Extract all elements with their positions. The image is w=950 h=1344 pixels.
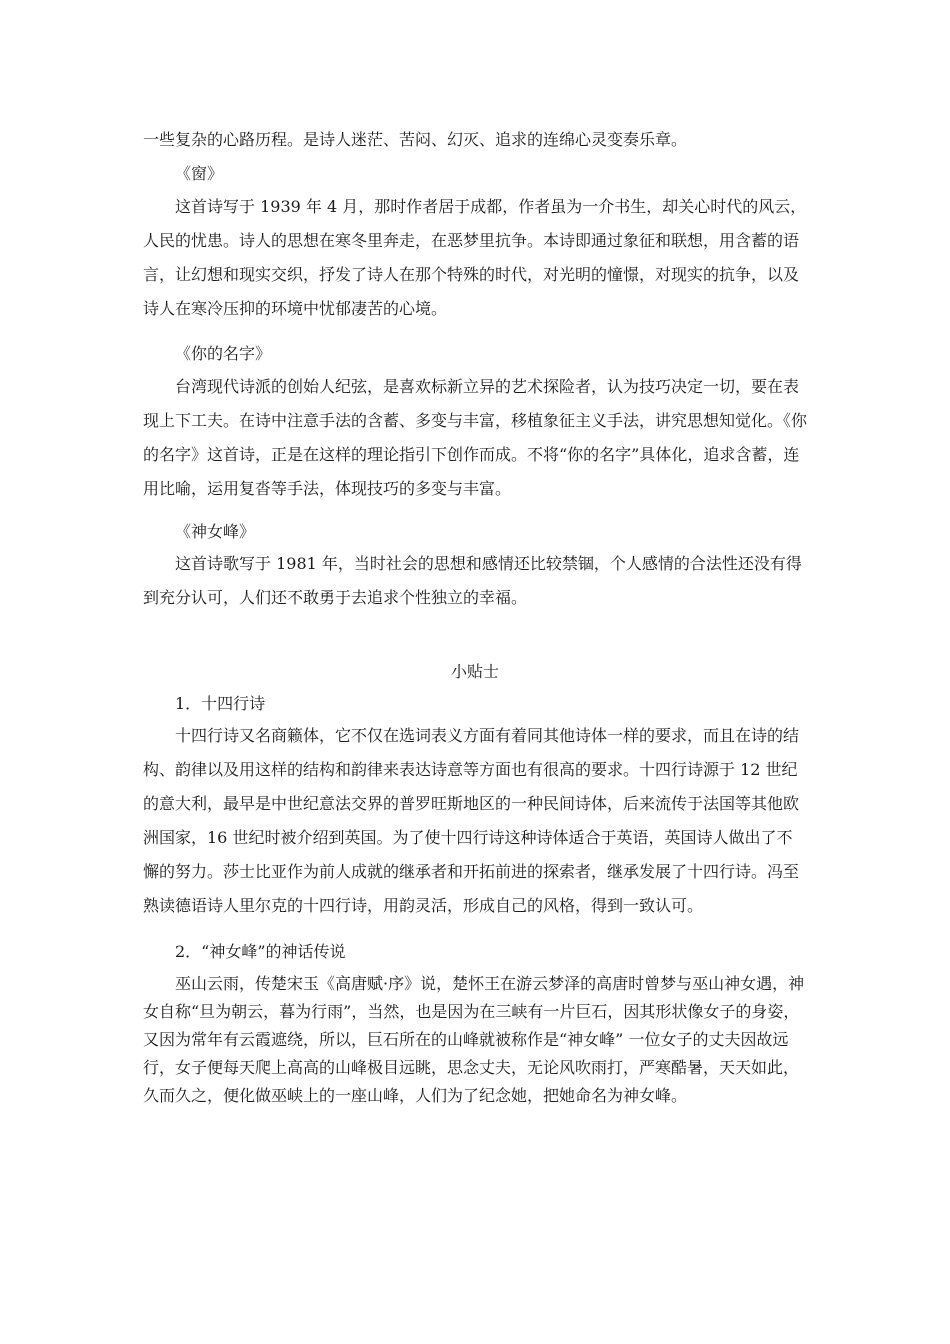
poem-title-window: 《窗》: [175, 164, 224, 183]
tip-title-goddess-myth: 2．“神女峰”的神话传说: [175, 942, 346, 961]
poem-paragraph-window: 这首诗写于 1939 年 4 月，那时作者居于成都，作者虽为一介书生，却关心时代的风云，人民的忧患。诗人的思想在寒冬里奔走，在恶梦里抗争。本诗即通过象征和联想，用含蓄的语言，让幻想和现实交织，抒发了诗人在那个特殊的时代，对光明的憧憬，对现实的抗争，以及诗人在寒冷压抑的环境中忧郁凄苦的心境。: [143, 197, 807, 318]
poem-paragraph-your-name: 台湾现代诗派的创始人纪弦，是喜欢标新立异的艺术探险者，认为技巧决定一切，要在表现上下工夫。在诗中注意手法的含蓄、多变与丰富，移植象征主义手法，讲究思想知觉化。《你的名字》这首诗，正是在这样的理论指引下创作而成。不将“你的名字”具体化，追求含蓄，连用比喻，运用复沓等手法，体现技巧的多变与丰富。: [143, 377, 808, 498]
poem-title-goddess-peak: 《神女峰》: [175, 522, 256, 541]
poem-title-your-name: 《你的名字》: [175, 344, 272, 363]
tip-paragraph-sonnet: 十四行诗又名商籁体，它不仅在选词表义方面有着同其他诗体一样的要求，而且在诗的结构、韵律以及用这样的结构和韵律来表达诗意等方面也有很高的要求。十四行诗源于 12 世纪的意大利，最早是中世纪意法交界的普罗旺斯地区的一种民间诗体，后来流传于法国等其他欧洲国家，16 世纪时被介绍到英国。为了使十四行诗这种诗体适合于英语，英国诗人做出了不懈的努力。莎士比亚作为前人成就的继承者和开拓前进的探索者，继承发展了十四行诗。冯至熟读德语诗人里尔克的十四行诗，用韵灵活，形成自己的风格，得到一致认可。: [143, 726, 800, 915]
tip-paragraph-goddess-myth: 巫山云雨，传楚宋玉《高唐赋·序》说，楚怀王在游云梦泽的高唐时曾梦与巫山神女遇，神女自称“旦为朝云，暮为行雨”，当然，也是因为在三峡有一片巨石，因其形状像女子的身姿，又因为常年有云霞遮绕，所以，巨石所在的山峰就被称作是“神女峰” 一位女子的丈夫因故远行，女子便每天爬上高高的山峰极目远眺，思念丈夫，无论风吹雨打，严寒酷暑，天天如此，久而久之，便化做巫峡上的一座山峰，人们为了纪念她，把她命名为神女峰。: [143, 974, 805, 1105]
poem-paragraph-goddess-peak: 这首诗歌写于 1981 年，当时社会的思想和感情还比较禁锢，个人感情的合法性还没有得到充分认可，人们还不敢勇于去追求个性独立的幸福。: [143, 554, 802, 607]
tip-title-sonnet: 1．十四行诗: [175, 694, 266, 713]
intro-tail-paragraph: 一些复杂的心路历程。是诗人迷茫、苦闷、幻灭、追求的连绵心灵变奏乐章。: [143, 130, 688, 149]
tips-heading: 小贴士: [450, 662, 499, 681]
